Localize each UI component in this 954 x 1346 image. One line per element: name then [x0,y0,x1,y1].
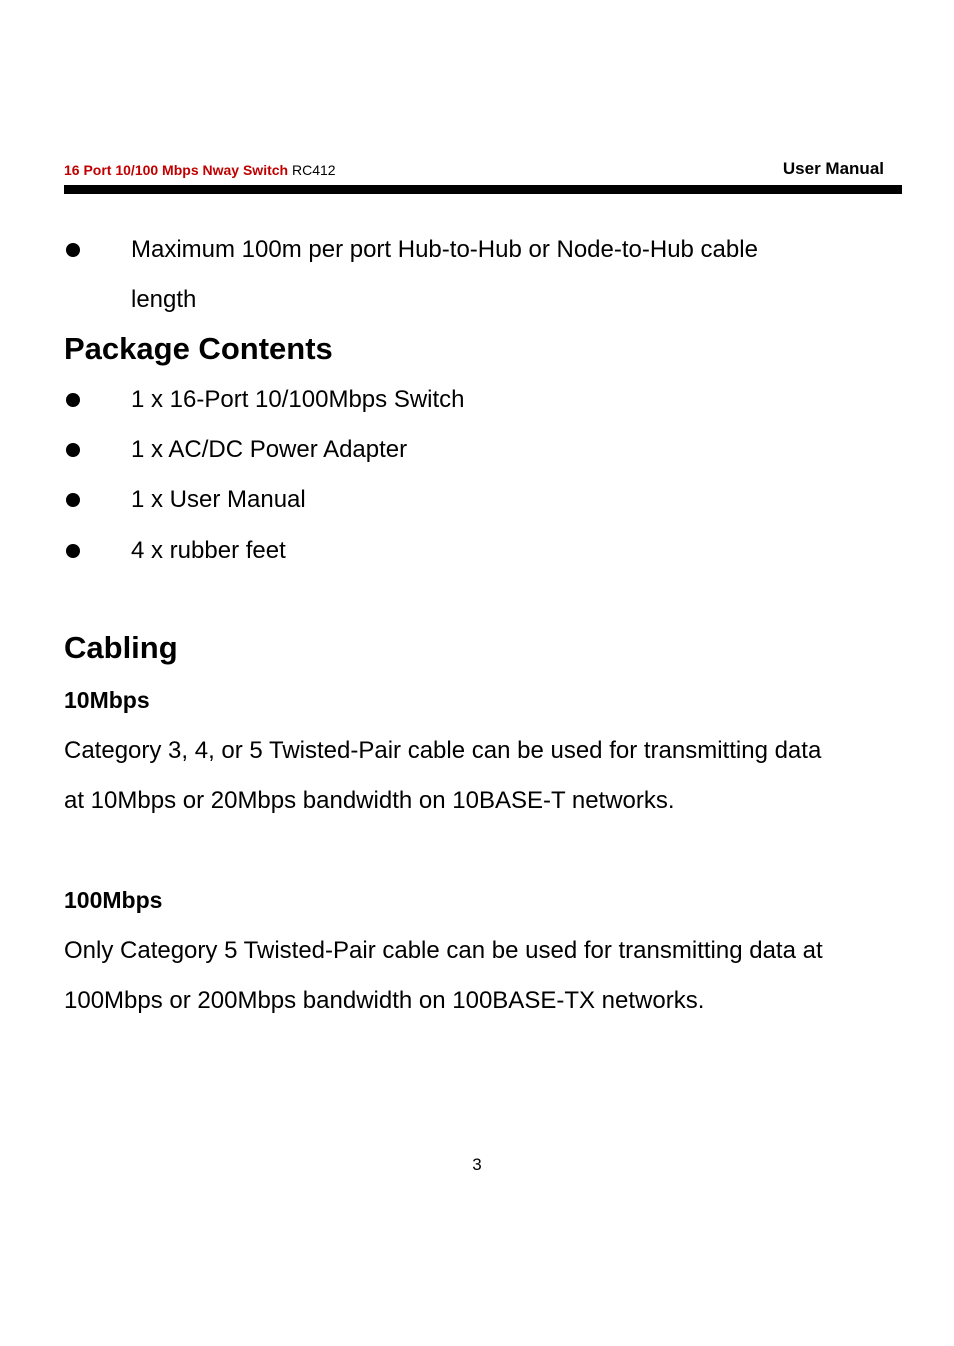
page-number: 3 [472,1155,482,1174]
subsection-title-100mbps: 100Mbps [64,887,163,913]
bullet-icon [66,443,80,457]
page-header [64,158,902,182]
section-title-cabling: Cabling [64,630,178,665]
section-title-package-contents: Package Contents [64,331,333,366]
bullet-icon [66,493,80,507]
list-item-text: 1 x AC/DC Power Adapter [131,436,408,463]
list-item [64,425,894,475]
list-item-feature [64,225,894,325]
list-item-text: 1 x User Manual [131,486,306,513]
bullet-icon [66,393,80,407]
bullet-icon [66,544,80,558]
bullet-icon [66,243,80,257]
paragraph-10mbps: Category 3, 4, or 5 Twisted-Pair cable can be used for transmitting data at 10Mbps or 20Mbps bandwidth on 10BASE-T networks. [64,737,822,814]
list-item [64,526,894,576]
header-title [64,162,336,178]
header-document-type: User Manual [782,159,884,178]
list-item [64,475,894,525]
header-model-number: RC412 [291,162,336,178]
list-item [64,375,894,425]
list-item-text: 4 x rubber feet [131,537,286,564]
list-item-text: Maximum 100m per port Hub-to-Hub or Node-to-Hub cable length [131,236,758,313]
subsection-title-10mbps: 10Mbps [64,687,150,713]
header-product-name: 16 Port 10/100 Mbps Nway Switch [64,162,289,178]
list-item-text: 1 x 16-Port 10/100Mbps Switch [131,386,465,413]
header-divider [64,185,902,194]
paragraph-100mbps: Only Category 5 Twisted-Pair cable can be used for transmitting data at 100Mbps or 200Mbps bandwidth on 100BASE-TX networks. [64,937,823,1014]
